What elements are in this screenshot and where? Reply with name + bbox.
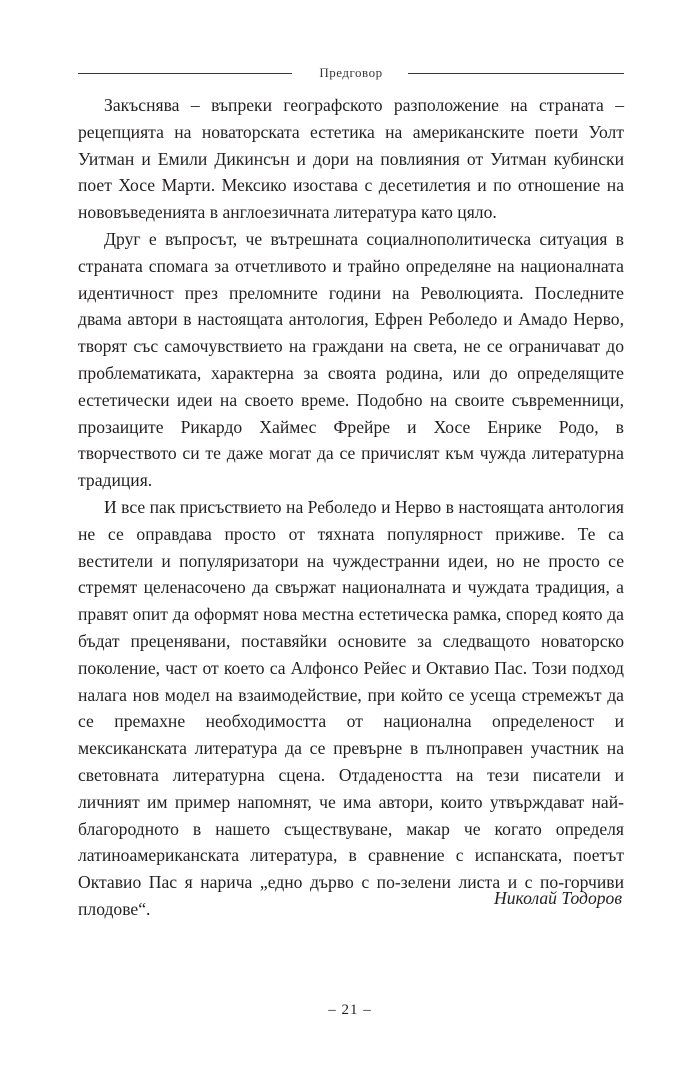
paragraph-1: Закъснява – въпреки географското разположение на страната – рецепцията на новаторската естетика на американските поети Уолт Уитман и Емили Дикинсън и дори на повлияния от Уитман кубински поет Хосе Марти. Мексико изостава с десетилетия и по отношение на нововъведенията в англоезичната литература като цяло. bbox=[78, 95, 624, 223]
header-rule-right bbox=[408, 73, 624, 74]
body-text bbox=[78, 92, 624, 923]
header-title: Предговор bbox=[319, 65, 383, 80]
running-header bbox=[78, 62, 624, 86]
page-number: – 21 – bbox=[328, 1002, 372, 1018]
author-signature: Николай Тодоров bbox=[494, 888, 622, 908]
paragraph-3: И все пак присъствието на Реболедо и Нерво в настоящата антология не се оправдава просто от тяхната популярност приживе. Те са вестители и популяризатори на чуждестранни идеи, но не просто се стремят целенасочено да свържат националната и чуждата традиция, а правят опит да оформят нова местна естетическа рамка, според която да бъдат преценявани, поставяйки основите за следващото новаторско поколение, част от което са Алфонсо Рейес и Октавио Пас. Този подход налага нов модел на взаимодействие, при който се усеща стремежът да се премахне необходимостта от национална определеност и мексиканската литература да се превърне в пълноправен участник на световната литературна сцена. Отдадеността на тези писатели и личният им пример напомнят, че има автори, които утвърждават най-благородното в нашето съществуване, макар че когато определя латиноамериканската литература, в сравнение с испанската, поетът Октавио Пас я нарича „едно дърво с по-зелени листа и с по-горчиви плодове“. bbox=[78, 496, 624, 919]
paragraph-2: Друг е въпросът, че вътрешната социалнополитическа ситуация в страната спомага за отчетливото и трайно определяне на националната идентичност през преломните години на Революцията. Последните двама автори в настоящата антология, Ефрен Реболедо и Амадо Нерво, творят със самочувствието на граждани на света, не се ограничават до проблематиката, характерна за своята родина, или до определящите естетически идеи на своето време. Подобно на своите съвременници, прозаиците Рикардо Хаймес Фрейре и Хосе Енрике Родо, в творчеството си те даже могат да се причислят към чужда литературна традиция. bbox=[78, 228, 624, 491]
